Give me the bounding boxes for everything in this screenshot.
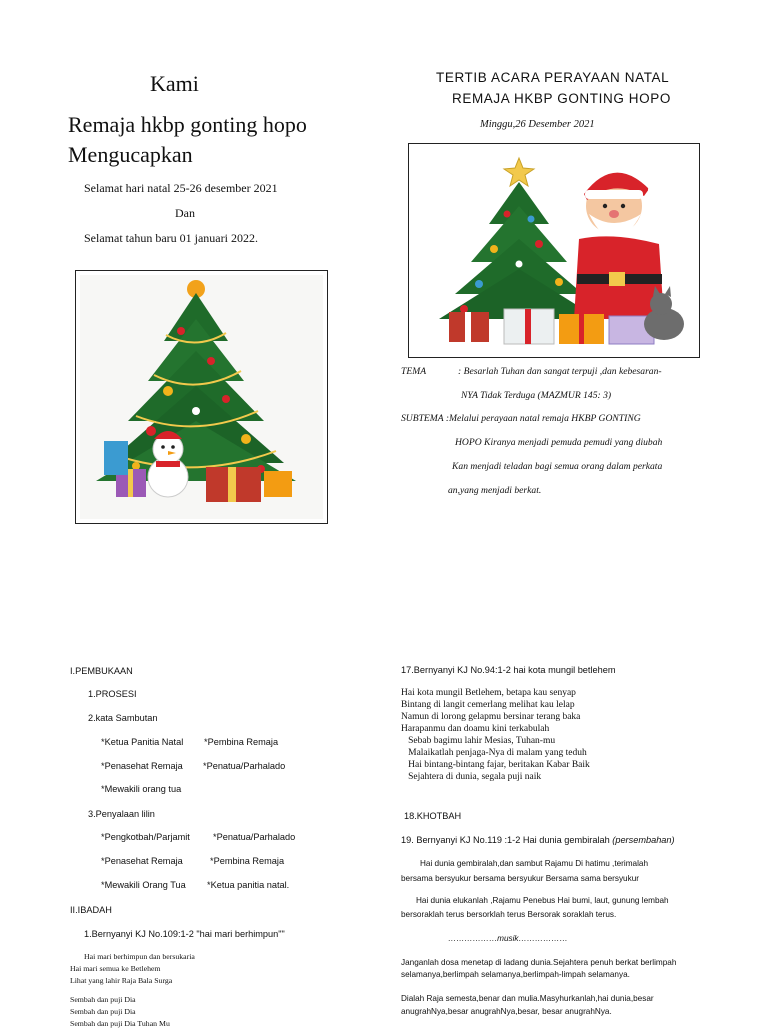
greeting-natal: Selamat hari natal 25-26 desember 2021 (84, 181, 278, 195)
santa-tree-icon (409, 144, 699, 357)
item-19-note: (persembahan) (612, 835, 675, 845)
sambutan-penatua: *Penatua/Parhalado (203, 761, 286, 771)
verse3-line1: Janganlah dosa menetap di ladang dunia.Sejahtera penuh berkat berlimpah (401, 958, 677, 967)
verse1-line1: Hai dunia gembiralah,dan sambut Rajamu Di hatimu ,terimalah (420, 859, 648, 868)
greeting-mengucapkan: Mengucapkan (68, 142, 193, 167)
song17-line: Sejahtera di dunia, segala puji naik (401, 772, 542, 782)
sambutan-pembina-remaja: *Pembina Remaja (204, 737, 279, 747)
verse2-line2: bersoraklah terus bersorklah terus Bersorak soraklah terus. (401, 910, 617, 919)
tema-line1: : Besarlah Tuhan dan sangat terpuji ,dan kebesaran- (458, 366, 662, 377)
item-19-bernyanyi (401, 835, 675, 845)
program-title-line2: REMAJA HKBP GONTING HOPO (452, 91, 671, 106)
verse2-line1: Hai dunia elukanlah ,Rajamu Penebus Hai bumi, laut, gunung lembah (416, 896, 669, 905)
verse4-line2: anugrahNya,besar anugrahNya,besar, besar anugrahNya. (401, 1007, 612, 1016)
tema-line2: NYA Tidak Terduga (MAZMUR 145: 3) (461, 390, 612, 401)
greeting-kami: Kami (150, 71, 199, 96)
lilin-ketua-panitia: *Ketua panitia natal. (207, 880, 290, 890)
verse3-line2: selamanya,berlimpah selamanya,berlimpah-limpah selamanya. (401, 970, 630, 979)
verse1-line2: bersama bersyukur bersama bersyukur Bersama sama bersyukur (401, 874, 639, 883)
subtema-line2: HOPO Kiranya menjadi pemuda pemudi yang diubah (455, 437, 663, 448)
musik-interlude: ………………musik……………… (448, 934, 568, 943)
song-line: Lihat yang lahir Raja Bala Surga (70, 976, 173, 985)
subtema-line4: an,yang menjadi berkat. (448, 485, 542, 496)
subtema-line3: Kan menjadi teladan bagi semua orang dalam perkata (452, 461, 663, 472)
subtema-line1: SUBTEMA :Melalui perayaan natal remaja HKBP GONTING (401, 413, 641, 424)
song-line: Hai mari semua ke Betlehem (70, 964, 161, 973)
item-17-bernyanyi: 17.Bernyanyi KJ No.94:1-2 hai kota mungil betlehem (401, 665, 616, 675)
christmas-tree-icon (76, 271, 327, 523)
lilin-penatua: *Penatua/Parhalado (213, 832, 296, 842)
santa-tree-image-right (408, 143, 700, 358)
song17-line: Bintang di langit cemerlang melihat kau lelap (401, 700, 575, 710)
lilin-pengkotbah: *Pengkotbah/Parjamit (101, 832, 190, 842)
sambutan-penasehat-remaja: *Penasehat Remaja (101, 761, 183, 771)
song-line: Sembah dan puji Dia Tuhan Mu (70, 1019, 170, 1028)
song-line: Sembah dan puji Dia (70, 1007, 136, 1016)
lilin-pembina-remaja: *Pembina Remaja (210, 856, 285, 866)
item-bernyanyi-kj109: 1.Bernyanyi KJ No.109:1-2 "hai mari berhimpun"" (84, 929, 285, 939)
item-penyalaan-lilin: 3.Penyalaan lilin (88, 809, 155, 819)
lilin-orang-tua: *Mewakili Orang Tua (101, 880, 186, 890)
song17-line: Namun di lorong gelapmu bersinar terang baka (401, 712, 581, 722)
song-line: Sembah dan puji Dia (70, 995, 136, 1004)
item-19-text: 19. Bernyanyi KJ No.119 :1-2 Hai dunia gembiralah (401, 835, 610, 845)
song-line: Hai mari berhimpun dan bersukaria (84, 952, 195, 961)
greeting-tahun-baru: Selamat tahun baru 01 januari 2022. (84, 231, 258, 245)
item-prosesi: 1.PROSESI (88, 689, 137, 699)
christmas-tree-image-left (75, 270, 328, 524)
program-date: Minggu,26 Desember 2021 (480, 119, 595, 130)
tema-label: TEMA (401, 366, 427, 377)
sambutan-orang-tua: *Mewakili orang tua (101, 784, 182, 794)
song17-line: Sebab bagimu lahir Mesias, Tuhan-mu (401, 736, 556, 746)
sambutan-ketua-panitia: *Ketua Panitia Natal (101, 737, 184, 747)
song17-line: Malaikatlah penjaga-Nya di malam yang teduh (401, 748, 587, 758)
song17-line: Hai bintang-bintang fajar, beritakan Kabar Baik (401, 760, 590, 770)
item-18-khotbah: 18.KHOTBAH (404, 811, 462, 821)
program-title-line1: TERTIB ACARA PERAYAAN NATAL (436, 70, 670, 85)
greeting-dan: Dan (175, 206, 195, 220)
greeting-remaja: Remaja hkbp gonting hopo (68, 112, 307, 137)
verse4-line1: Dialah Raja semesta,benar dan mulia.Masyhurkanlah,hai dunia,besar (401, 994, 654, 1003)
song17-line: Hai kota mungil Betlehem, betapa kau senyap (401, 688, 576, 698)
song17-line: Harapanmu dan doamu kini terkabulah (401, 724, 550, 734)
item-kata-sambutan: 2.kata Sambutan (88, 713, 158, 723)
section-ibadah: II.IBADAH (70, 905, 112, 915)
lilin-penasehat-remaja: *Penasehat Remaja (101, 856, 183, 866)
section-pembukaan: I.PEMBUKAAN (70, 666, 133, 676)
